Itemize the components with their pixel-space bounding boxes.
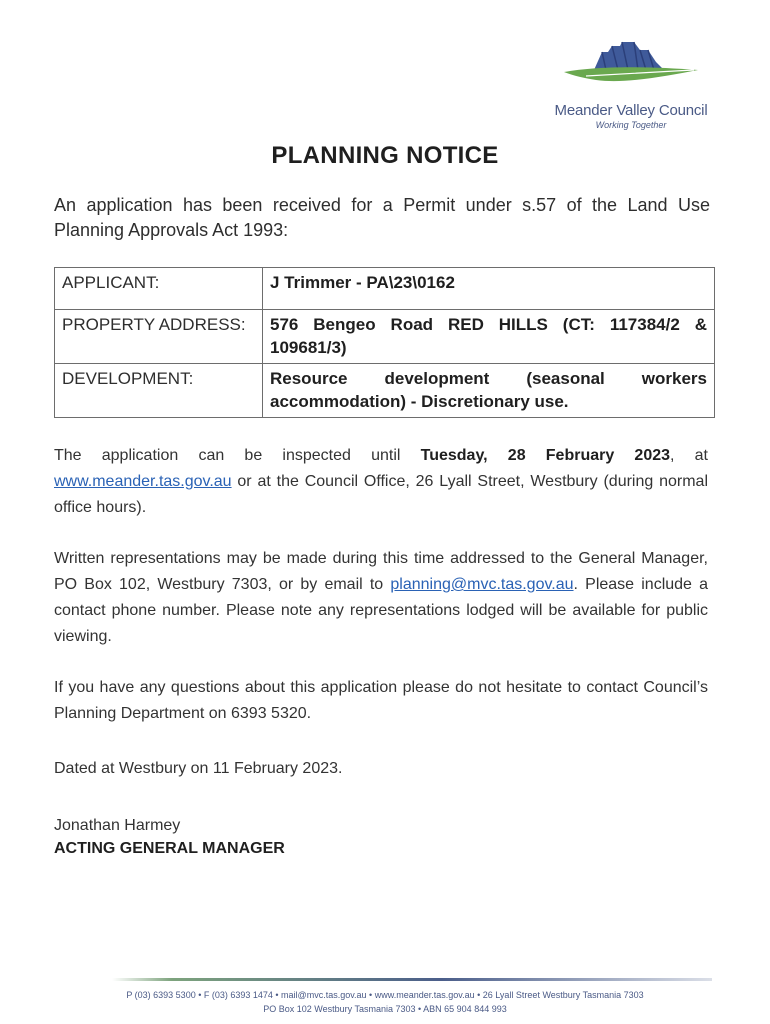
development-label: DEVELOPMENT: [55,364,263,418]
representations-text-start: Written representations may be made during this time addressed to the General Manager, PO Box 102, Westbury 7303, or by email to [54,550,708,593]
footer-contact-line: P (03) 6393 5300 • F (03) 6393 1474 • mail@mvc.tas.gov.au • www.meander.tas.gov.au • 26 Lyall Street Westbury Tasmania 7303 [126,990,644,1000]
signatory-name: Jonathan Harmey [54,817,181,834]
council-logo [548,40,714,130]
development-value: Resource development (seasonal workers accommodation) - Discretionary use. [263,364,715,418]
table-row [55,310,715,364]
council-logo-icon [556,40,706,96]
footer-divider [112,978,712,981]
table-row [55,268,715,310]
inspection-text-mid: , at [670,447,709,464]
council-tagline: Working Together [595,120,667,130]
application-details-table [54,267,715,418]
council-website-link[interactable]: www.meander.tas.gov.au [54,473,232,490]
applicant-label: APPLICANT: [55,268,263,310]
representations-text-end: . Please include a contact phone number. Please note any representations lodged will be available for public viewing. [54,576,709,645]
inspection-paragraph [54,443,708,521]
council-name: Meander Valley Council [554,102,708,119]
property-address-label: PROPERTY ADDRESS: [55,310,263,364]
inspection-date: Tuesday, 28 February 2023 [420,447,671,464]
table-row [55,364,715,418]
questions-paragraph: If you have any questions about this application please do not hesitate to contact Council’s Planning Department on 6393 5320. [54,679,708,722]
property-address-value: 576 Bengeo Road RED HILLS (CT: 117384/2 & 109681/3) [263,310,715,364]
dated-line: Dated at Westbury on 11 February 2023. [54,760,343,777]
signatory-title: ACTING GENERAL MANAGER [54,840,285,857]
intro-paragraph: An application has been received for a Permit under s.57 of the Land Use Planning Approvals Act 1993: [54,195,710,240]
inspection-text-start: The application can be inspected until [54,447,421,464]
page-title: PLANNING NOTICE [271,142,499,169]
applicant-value: J Trimmer - PA\23\0162 [263,268,715,310]
representations-paragraph [54,546,708,650]
planning-email-link[interactable]: planning@mvc.tas.gov.au [390,576,574,593]
inspection-text-end: or at the Council Office, 26 Lyall Street, Westbury (during normal office hours). [54,473,708,516]
footer-postal-line: PO Box 102 Westbury Tasmania 7303 • ABN 65 904 844 993 [263,1004,507,1014]
